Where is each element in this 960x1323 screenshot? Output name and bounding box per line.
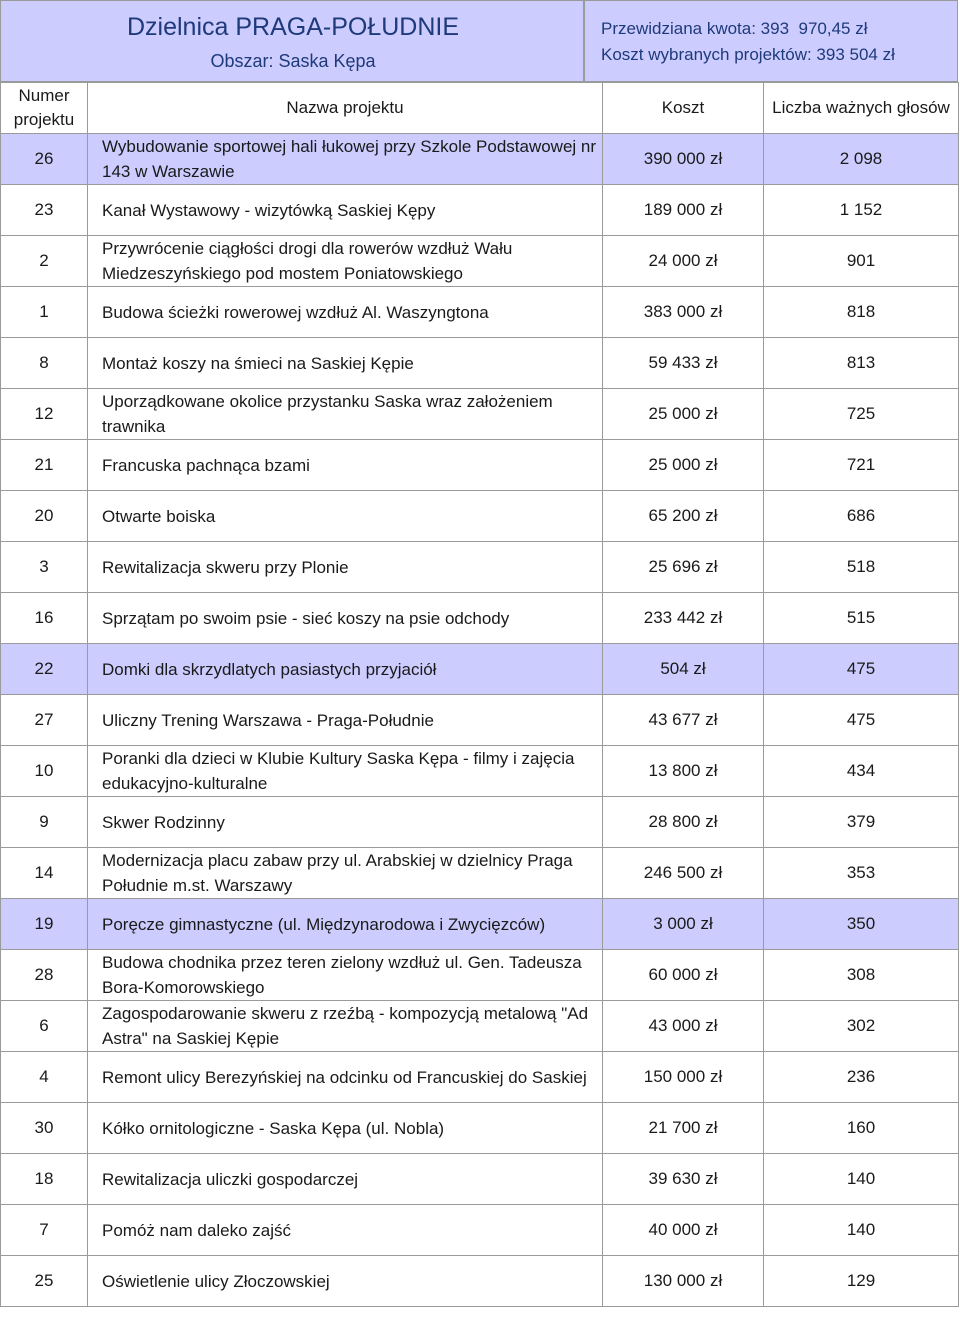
project-votes: 129 <box>764 1256 959 1307</box>
table-row <box>1 797 959 848</box>
project-cost: 383 000 zł <box>603 287 764 338</box>
project-number: 19 <box>1 899 88 950</box>
project-votes: 160 <box>764 1103 959 1154</box>
project-votes: 2 098 <box>764 134 959 185</box>
project-votes: 721 <box>764 440 959 491</box>
project-name: Poranki dla dzieci w Klubie Kultury Saska Kępa - filmy i zajęcia edukacyjno-kulturalne <box>88 746 603 797</box>
table-row <box>1 542 959 593</box>
project-votes: 353 <box>764 848 959 899</box>
project-cost: 3 000 zł <box>603 899 764 950</box>
project-cost: 65 200 zł <box>603 491 764 542</box>
project-cost: 21 700 zł <box>603 1103 764 1154</box>
project-votes: 818 <box>764 287 959 338</box>
project-name: Przywrócenie ciągłości drogi dla rowerów wzdłuż Wału Miedzeszyńskiego pod mostem Poniatowskiego <box>88 236 603 287</box>
table-header-row <box>1 83 959 134</box>
project-number: 8 <box>1 338 88 389</box>
project-name: Skwer Rodzinny <box>88 797 603 848</box>
project-cost: 189 000 zł <box>603 185 764 236</box>
project-name: Uporządkowane okolice przystanku Saska wraz założeniem trawnika <box>88 389 603 440</box>
table-row <box>1 338 959 389</box>
project-cost: 13 800 zł <box>603 746 764 797</box>
project-name: Remont ulicy Berezyńskiej na odcinku od Francuskiej do Saskiej <box>88 1052 603 1103</box>
project-number: 3 <box>1 542 88 593</box>
project-cost: 60 000 zł <box>603 950 764 1001</box>
project-name: Modernizacja placu zabaw przy ul. Arabskiej w dzielnicy Praga Południe m.st. Warszawy <box>88 848 603 899</box>
project-votes: 515 <box>764 593 959 644</box>
project-number: 26 <box>1 134 88 185</box>
table-row <box>1 185 959 236</box>
project-votes: 308 <box>764 950 959 1001</box>
project-name: Zagospodarowanie skweru z rzeźbą - kompozycją metalową "Ad Astra" na Saskiej Kępie <box>88 1001 603 1052</box>
table-row <box>1 1103 959 1154</box>
project-number: 10 <box>1 746 88 797</box>
project-name: Rewitalizacja skweru przy Plonie <box>88 542 603 593</box>
project-cost: 43 677 zł <box>603 695 764 746</box>
table-row <box>1 1154 959 1205</box>
project-cost: 28 800 zł <box>603 797 764 848</box>
project-name: Kółko ornitologiczne - Saska Kępa (ul. Nobla) <box>88 1103 603 1154</box>
project-name: Kanał Wystawowy - wizytówką Saskiej Kępy <box>88 185 603 236</box>
projects-table <box>0 82 959 1307</box>
project-cost: 24 000 zł <box>603 236 764 287</box>
project-number: 30 <box>1 1103 88 1154</box>
project-votes: 901 <box>764 236 959 287</box>
project-number: 22 <box>1 644 88 695</box>
project-cost: 233 442 zł <box>603 593 764 644</box>
district-header <box>0 0 958 82</box>
table-row <box>1 644 959 695</box>
project-cost: 130 000 zł <box>603 1256 764 1307</box>
column-header-cost: Koszt <box>603 83 764 134</box>
table-row <box>1 236 959 287</box>
project-number: 12 <box>1 389 88 440</box>
project-votes: 140 <box>764 1205 959 1256</box>
project-cost: 150 000 zł <box>603 1052 764 1103</box>
project-cost: 390 000 zł <box>603 134 764 185</box>
project-cost: 43 000 zł <box>603 1001 764 1052</box>
project-votes: 686 <box>764 491 959 542</box>
project-name: Oświetlenie ulicy Złoczowskiej <box>88 1256 603 1307</box>
project-cost: 25 696 zł <box>603 542 764 593</box>
project-votes: 813 <box>764 338 959 389</box>
budget-amount: Przewidziana kwota: 393 970,45 zł <box>601 19 868 38</box>
table-row <box>1 287 959 338</box>
table-body <box>1 134 959 1307</box>
district-title-block <box>1 1 585 81</box>
project-name: Montaż koszy na śmieci na Saskiej Kępie <box>88 338 603 389</box>
project-votes: 1 152 <box>764 185 959 236</box>
table-row <box>1 899 959 950</box>
project-votes: 302 <box>764 1001 959 1052</box>
table-row <box>1 1052 959 1103</box>
column-header-name: Nazwa projektu <box>88 83 603 134</box>
project-number: 7 <box>1 1205 88 1256</box>
budget-summary <box>585 1 957 81</box>
project-name: Francuska pachnąca bzami <box>88 440 603 491</box>
project-cost: 25 000 zł <box>603 440 764 491</box>
project-votes: 236 <box>764 1052 959 1103</box>
project-number: 16 <box>1 593 88 644</box>
project-name: Otwarte boiska <box>88 491 603 542</box>
project-votes: 434 <box>764 746 959 797</box>
project-cost: 246 500 zł <box>603 848 764 899</box>
table-row <box>1 1256 959 1307</box>
area-subtitle: Obszar: Saska Kępa <box>210 51 376 71</box>
project-name: Domki dla skrzydlatych pasiastych przyjaciół <box>88 644 603 695</box>
project-votes: 518 <box>764 542 959 593</box>
project-votes: 350 <box>764 899 959 950</box>
table-row <box>1 746 959 797</box>
project-number: 25 <box>1 1256 88 1307</box>
project-number: 6 <box>1 1001 88 1052</box>
project-name: Rewitalizacja uliczki gospodarczej <box>88 1154 603 1205</box>
table-row <box>1 491 959 542</box>
project-name: Poręcze gimnastyczne (ul. Międzynarodowa i Zwycięzców) <box>88 899 603 950</box>
project-number: 2 <box>1 236 88 287</box>
table-row <box>1 1205 959 1256</box>
project-cost: 59 433 zł <box>603 338 764 389</box>
table-row <box>1 848 959 899</box>
project-number: 18 <box>1 1154 88 1205</box>
project-votes: 140 <box>764 1154 959 1205</box>
project-cost: 25 000 zł <box>603 389 764 440</box>
project-number: 23 <box>1 185 88 236</box>
project-name: Uliczny Trening Warszawa - Praga-Południe <box>88 695 603 746</box>
table-row <box>1 389 959 440</box>
project-votes: 475 <box>764 644 959 695</box>
project-cost: 504 zł <box>603 644 764 695</box>
column-header-votes: Liczba ważnych głosów <box>764 83 959 134</box>
project-number: 4 <box>1 1052 88 1103</box>
project-number: 9 <box>1 797 88 848</box>
project-name: Budowa ścieżki rowerowej wzdłuż Al. Waszyngtona <box>88 287 603 338</box>
district-title: Dzielnica PRAGA-POŁUDNIE <box>126 13 460 41</box>
project-votes: 475 <box>764 695 959 746</box>
project-name: Sprzątam po swoim psie - sieć koszy na psie odchody <box>88 593 603 644</box>
project-cost: 40 000 zł <box>603 1205 764 1256</box>
project-number: 20 <box>1 491 88 542</box>
table-row <box>1 593 959 644</box>
table-row <box>1 950 959 1001</box>
project-votes: 725 <box>764 389 959 440</box>
table-row <box>1 440 959 491</box>
project-number: 21 <box>1 440 88 491</box>
project-votes: 379 <box>764 797 959 848</box>
project-number: 28 <box>1 950 88 1001</box>
project-name: Wybudowanie sportowej hali łukowej przy Szkole Podstawowej nr 143 w Warszawie <box>88 134 603 185</box>
table-row <box>1 134 959 185</box>
table-row <box>1 1001 959 1052</box>
table-row <box>1 695 959 746</box>
column-header-number: Numer projektu <box>1 83 88 134</box>
project-number: 1 <box>1 287 88 338</box>
project-name: Budowa chodnika przez teren zielony wzdłuż ul. Gen. Tadeusza Bora-Komorowskiego <box>88 950 603 1001</box>
project-number: 27 <box>1 695 88 746</box>
project-cost: 39 630 zł <box>603 1154 764 1205</box>
project-number: 14 <box>1 848 88 899</box>
selected-cost: Koszt wybranych projektów: 393 504 zł <box>601 45 895 64</box>
project-name: Pomóż nam daleko zajść <box>88 1205 603 1256</box>
